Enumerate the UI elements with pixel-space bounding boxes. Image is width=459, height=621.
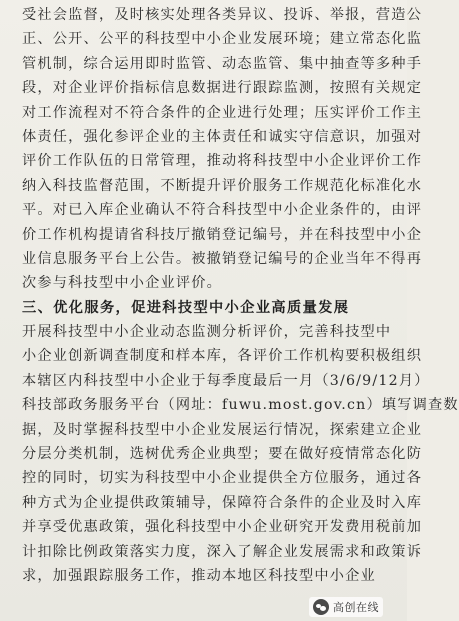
body-line: 小企业创新调查制度和样本库，各评价工作机构要积极组织	[22, 348, 423, 365]
wechat-icon	[313, 599, 329, 615]
body-line: 受社会监督，及时核实处理各类异议、投诉、举报，营造公	[22, 7, 423, 23]
body-line: 体责任，强化参评企业的主体责任和诚实守信意识，加强对	[22, 128, 423, 145]
body-line: 平。对已入库企业确认不符合科技型中小企业条件的，由评	[22, 202, 423, 219]
body-line: 开展科技型中小企业动态监测分析评价，完善科技型中	[22, 324, 392, 341]
watermark	[309, 597, 383, 617]
body-line: 价工作机构提请省科技厅撤销登记编号，并在科技型中小企	[22, 226, 423, 243]
watermark-label: 高创在线	[333, 601, 379, 614]
body-line: 控的同时，切实为科技型中小企业提供全方位服务，通过各	[22, 470, 423, 487]
body-line: 并享受优惠政策，强化科技型中小企业研究开发费用税前加	[22, 519, 423, 536]
body-line: 次参与科技型中小企业评价。	[22, 275, 223, 292]
section-heading: 三、优化服务，促进科技型中小企业高质量发展	[22, 299, 350, 316]
body-line: 段，对企业评价指标信息数据进行跟踪监测，按照有关规定	[22, 80, 423, 97]
body-line: 种方式为企业提供政策辅导，保障符合条件的企业及时入库	[22, 494, 423, 511]
body-line: 业信息服务平台上公告。被撤销登记编号的企业当年不得再	[22, 250, 423, 267]
body-line: 分层分类机制，选树优秀企业典型；要在做好疫情常态化防	[22, 446, 423, 463]
body-line: 正、公开、公平的科技型中小企业发展环境；建立常态化监	[22, 31, 423, 48]
body-line: 纳入科技监督范围，不断提升评价服务工作规范化标准化水	[22, 177, 423, 194]
body-line: 对工作流程对不符合条件的企业进行处理；压实评价工作主	[22, 104, 423, 121]
body-line: 科技部政务服务平台（网址：fuwu.most.gov.cn）填写调查数	[22, 397, 459, 414]
body-line: 据，及时掌握科技型中小企业发展运行情况，探索建立企业	[22, 421, 423, 438]
document-body	[22, 3, 459, 588]
body-line: 计扣除比例政策落实力度，深入了解企业发展需求和政策诉	[22, 543, 423, 560]
body-line: 评价工作队伍的日常管理，推动将科技型中小企业评价工作	[22, 153, 423, 170]
body-line: 本辖区内科技型中小企业于每季度最后一月（3/6/9/12月）	[22, 372, 430, 389]
body-line: 求，加强跟踪服务工作，推动本地区科技型中小企业	[22, 567, 376, 584]
body-line: 管机制，综合运用即时监管、动态监管、集中抽查等多种手	[22, 55, 423, 72]
